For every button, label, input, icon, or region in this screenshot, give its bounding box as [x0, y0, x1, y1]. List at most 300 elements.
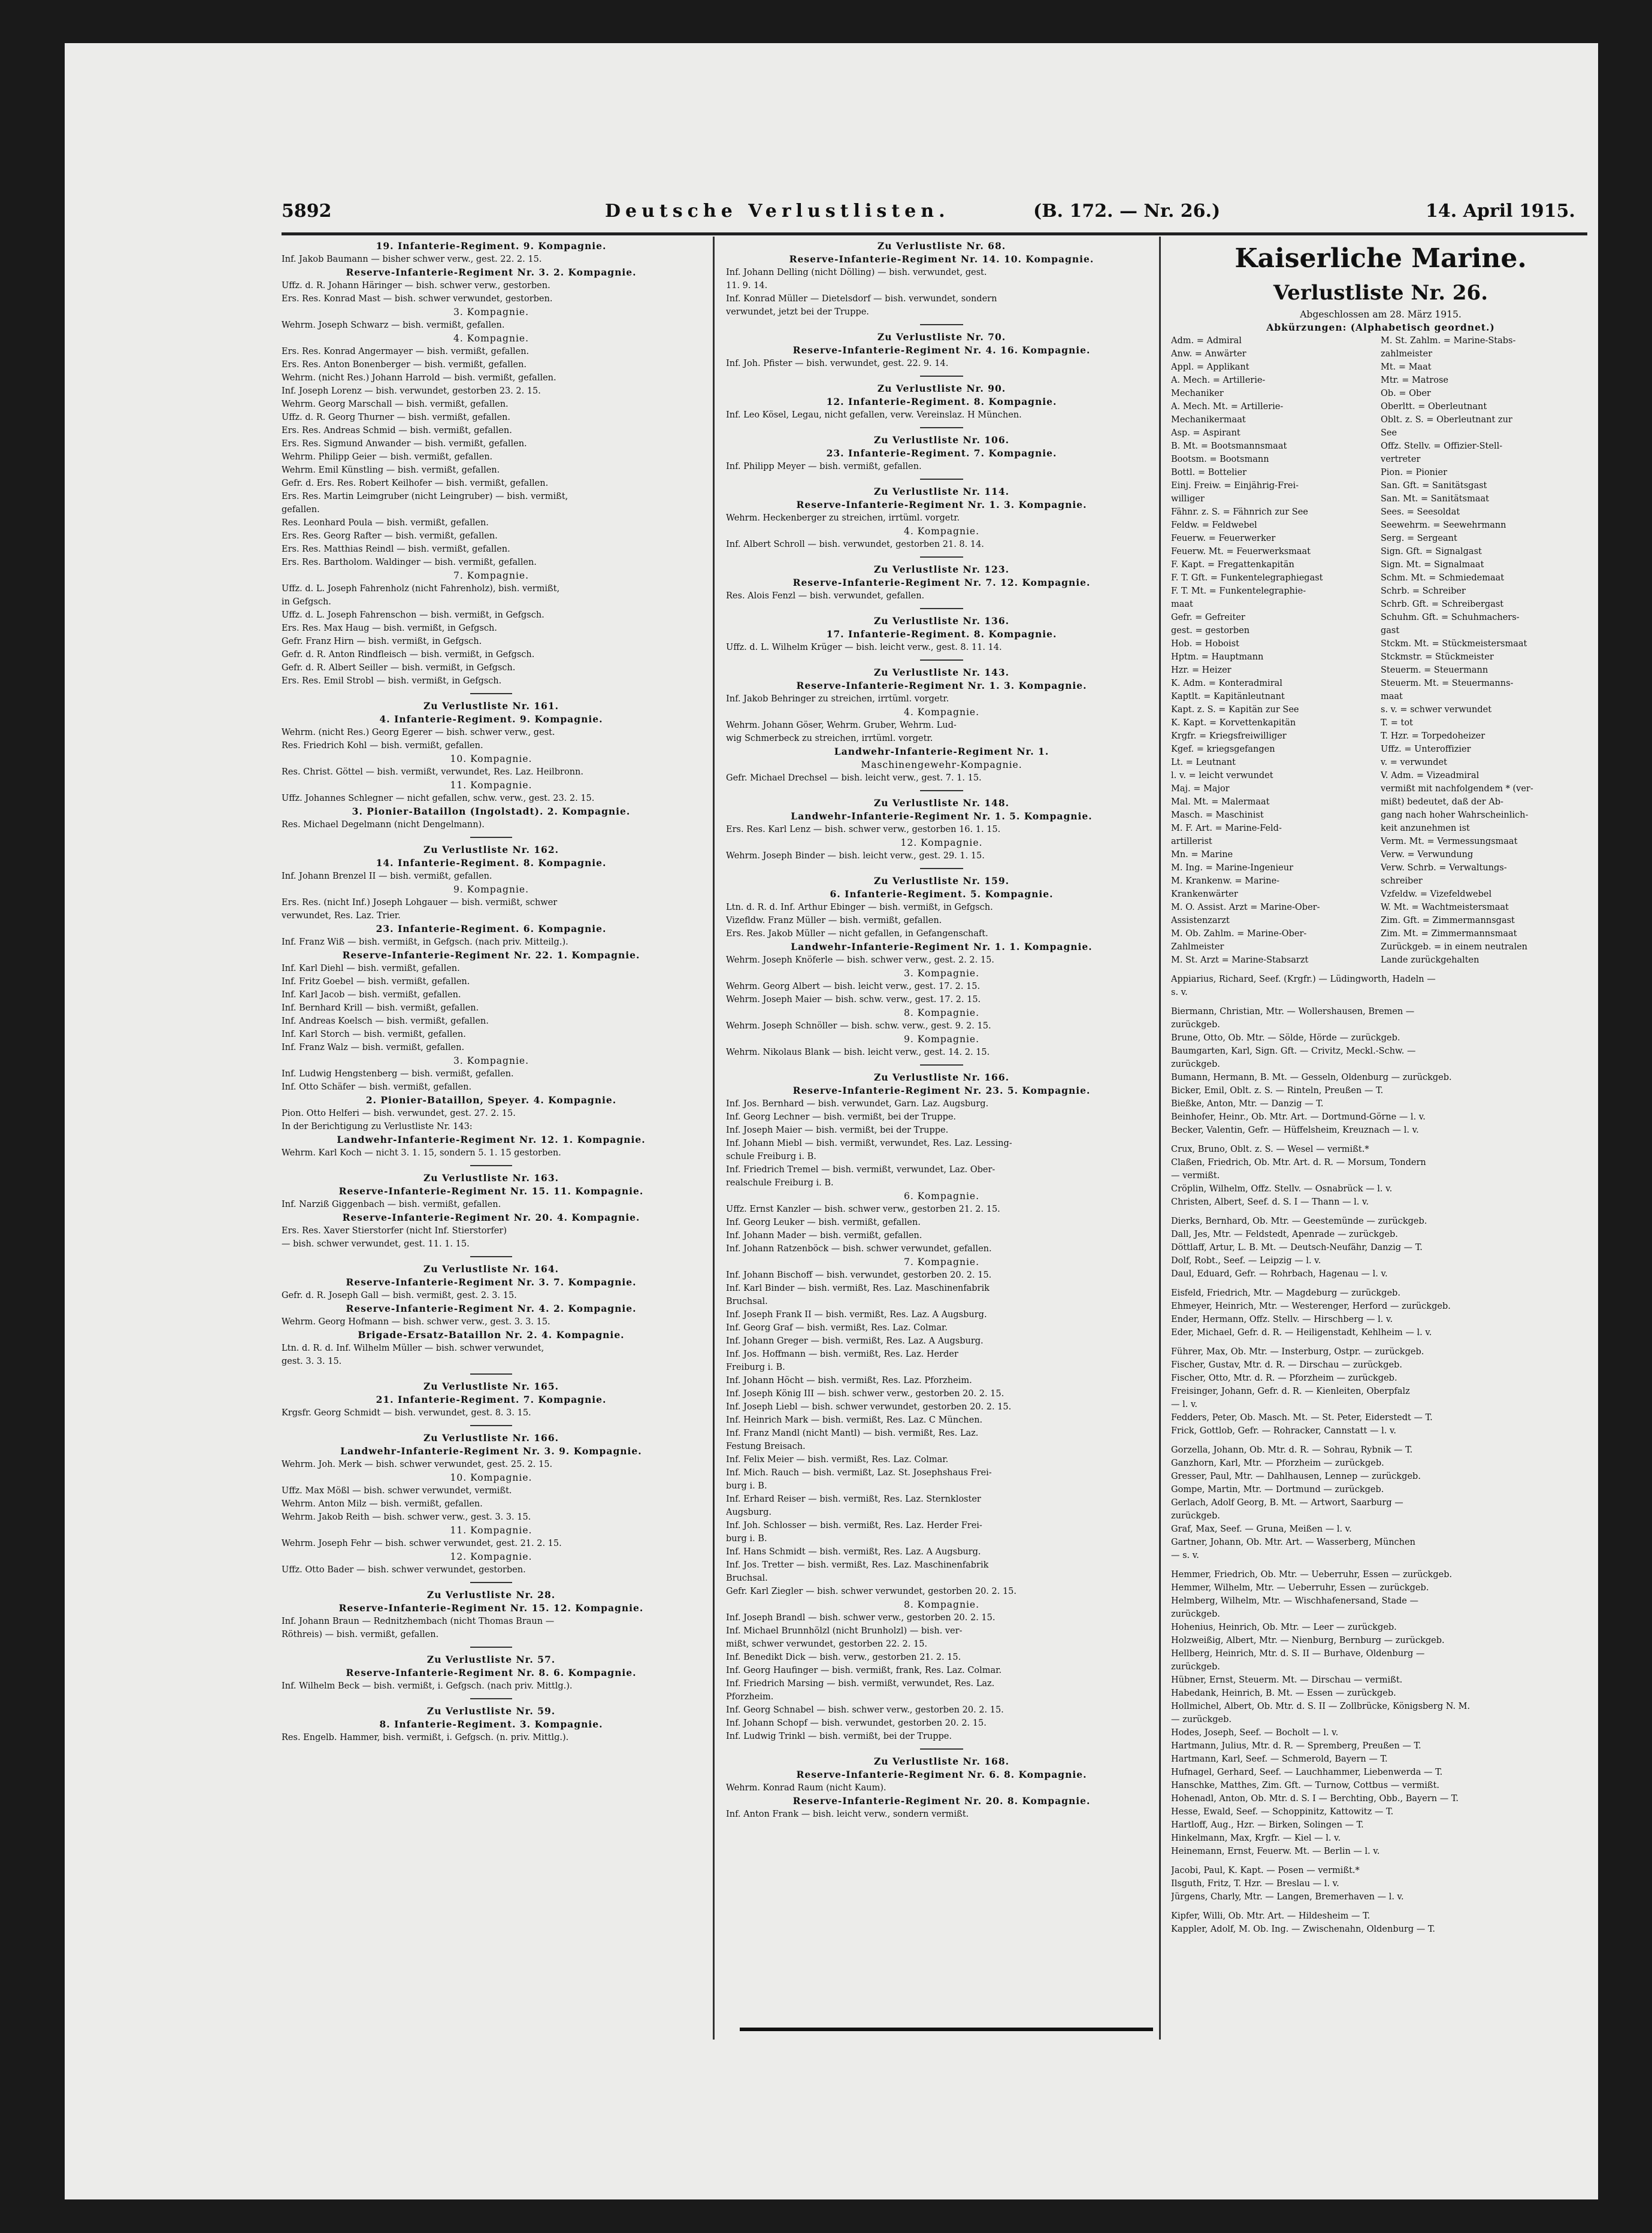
- casualty-entry: Inf. Johann Brenzel II — bish. vermißt, gefallen.: [282, 872, 492, 881]
- abbreviation-item: Mt. = Maat: [1381, 362, 1432, 372]
- unit-heading: Landwehr-Infanterie-Regiment Nr. 3. 9. Kompagnie.: [340, 1445, 642, 1457]
- casualty-entry: Inf. Karl Diehl — bish. vermißt, gefallen.: [282, 964, 460, 973]
- company-heading: 9. Kompagnie.: [453, 884, 530, 895]
- casualty-entry: Inf. Karl Storch — bish. vermißt, gefallen.: [282, 1030, 466, 1039]
- casualty-entry: 11. 9. 14.: [726, 281, 768, 291]
- casualty-entry: Inf. Felix Meier — bish. vermißt, Res. Laz. Colmar.: [726, 1455, 949, 1465]
- casualty-entry: Hübner, Ernst, Steuerm. Mt. — Dirschau — vermißt.: [1171, 1675, 1403, 1685]
- section-separator: [726, 551, 1157, 563]
- casualty-entry: Gefr. d. R. Anton Rindfleisch — bish. vermißt, in Gefgsch.: [282, 650, 535, 659]
- casualty-entry: Fedders, Peter, Ob. Masch. Mt. — St. Peter, Eiderstedt — T.: [1171, 1413, 1433, 1423]
- casualty-entry: burg i. B.: [726, 1481, 767, 1491]
- unit-heading: Reserve-Infanterie-Regiment Nr. 1. 3. Kompagnie.: [796, 680, 1087, 691]
- casualty-entry: Inf. Narziß Giggenbach — bish. vermißt, gefallen.: [282, 1200, 501, 1209]
- casualty-entry: Brune, Otto, Ob. Mtr. — Sölde, Hörde — zurückgeb.: [1171, 1033, 1400, 1043]
- casualty-entry: Ers. Res. Sigmund Anwander — bish. vermißt, gefallen.: [282, 439, 527, 449]
- abbreviation-item: Lt. = Leutnant: [1171, 758, 1236, 767]
- casualty-entry: Inf. Georg Haufinger — bish. vermißt, frank, Res. Laz. Colmar.: [726, 1666, 1002, 1675]
- unit-heading: Reserve-Infanterie-Regiment Nr. 4. 16. Kompagnie.: [792, 344, 1091, 356]
- casualty-entry: Inf. Johann Ratzenböck — bish. schwer verwundet, gefallen.: [726, 1244, 992, 1254]
- unit-heading: Zu Verlustliste Nr. 70.: [877, 331, 1006, 343]
- casualty-entry: Res. Alois Fenzl — bish. verwundet, gefallen.: [726, 591, 925, 601]
- casualty-entry: Hemmer, Wilhelm, Mtr. — Ueberruhr, Essen — zurückgeb.: [1171, 1583, 1429, 1593]
- unit-heading: Zu Verlustliste Nr. 28.: [426, 1589, 556, 1600]
- abbreviation-item: F. T. Gft. = Funkentelegraphiegast: [1171, 573, 1323, 583]
- abbreviation-item: T. = tot: [1381, 718, 1413, 728]
- casualty-entry: Inf. Johann Mader — bish. vermißt, gefallen.: [726, 1231, 922, 1240]
- casualty-entry: Inf. Joseph Lorenz — bish. verwundet, gestorben 23. 2. 15.: [282, 386, 541, 396]
- unit-heading: Zu Verlustliste Nr. 143.: [873, 667, 1010, 678]
- unit-heading: Zu Verlustliste Nr. 123.: [873, 564, 1010, 575]
- spacer: [1171, 1209, 1590, 1215]
- casualty-entry: Inf. Leo Kösel, Legau, nicht gefallen, verw. Vereinslaz. H München.: [726, 410, 1022, 420]
- abbreviation-item: Serg. = Sergeant: [1381, 534, 1457, 543]
- abbreviations-left: [1171, 334, 1381, 967]
- casualty-entry: Hartmann, Karl, Seef. — Schmerold, Bayern — T.: [1171, 1754, 1388, 1764]
- abbreviation-item: gang nach hoher Wahrscheinlich-: [1381, 810, 1529, 820]
- abbreviation-item: Uffz. = Unteroffizier: [1381, 745, 1471, 754]
- casualty-entry: Inf. Karl Binder — bish. vermißt, Res. Laz. Maschinenfabrik: [726, 1284, 990, 1293]
- company-heading: 4. Kompagnie.: [453, 333, 530, 344]
- casualty-entry: Eder, Michael, Gefr. d. R. — Heiligenstadt, Kehlheim — l. v.: [1171, 1328, 1432, 1338]
- casualty-entry: Gefr. Michael Drechsel — bish. leicht verw., gest. 7. 1. 15.: [726, 773, 982, 783]
- casualty-entry: Inf. Joseph König III — bish. schwer verw., gestorben 20. 2. 15.: [726, 1389, 1004, 1399]
- abbreviation-item: W. Mt. = Wachtmeistersmaat: [1381, 903, 1509, 912]
- bottom-rule: [740, 2028, 1153, 2031]
- casualty-entry: Inf. Philipp Meyer — bish. vermißt, gefallen.: [726, 462, 922, 471]
- casualty-entry: Gefr. Karl Ziegler — bish. schwer verwundet, gestorben 20. 2. 15.: [726, 1587, 1017, 1596]
- casualty-entry: Res. Friedrich Kohl — bish. vermißt, gefallen.: [282, 741, 483, 751]
- abbreviation-item: Kapt. z. S. = Kapitän zur See: [1171, 705, 1299, 715]
- casualty-entry: Gresser, Paul, Mtr. — Dahlhausen, Lennep — zurückgeb.: [1171, 1472, 1421, 1481]
- issue-label: (B. 172. — Nr. 26.): [1033, 201, 1221, 222]
- unit-heading: Zu Verlustliste Nr. 59.: [426, 1705, 556, 1717]
- abbreviations-list: [1171, 334, 1590, 967]
- abbreviation-item: williger: [1171, 494, 1205, 504]
- company-heading: 12. Kompagnie.: [450, 1551, 532, 1562]
- casualty-entry: Ers. Res. Max Haug — bish. vermißt, in Gefgsch.: [282, 624, 497, 633]
- casualty-entry: Inf. Johann Delling (nicht Dölling) — bish. verwundet, gest.: [726, 268, 987, 277]
- section-separator: [282, 1693, 701, 1705]
- unit-heading: 2. Pionier-Bataillon, Speyer. 4. Kompagnie.: [365, 1094, 617, 1106]
- casualty-entry: Cröplin, Wilhelm, Offz. Stellv. — Osnabrück — l. v.: [1171, 1184, 1393, 1194]
- casualty-entry: Crux, Bruno, Oblt. z. S. — Wesel — vermißt.*: [1171, 1145, 1369, 1154]
- unit-heading: Reserve-Infanterie-Regiment Nr. 7. 12. Kompagnie.: [792, 577, 1091, 588]
- casualty-entry: Uffz. d. R. Georg Thurner — bish. vermißt, gefallen.: [282, 413, 510, 422]
- abbreviation-item: Pion. = Pionier: [1381, 468, 1448, 477]
- abbreviation-item: Zahlmeister: [1171, 942, 1224, 952]
- casualty-entry: Jacobi, Paul, K. Kapt. — Posen — vermißt.*: [1171, 1866, 1360, 1875]
- casualty-entry: Inf. Jakob Baumann — bisher schwer verw., gest. 22. 2. 15.: [282, 255, 542, 264]
- casualty-entry: — zurückgeb.: [1171, 1715, 1232, 1724]
- company-heading: 3. Kompagnie.: [903, 968, 980, 979]
- casualty-entry: Wehrm. (nicht Res.) Johann Harrold — bish. vermißt, gefallen.: [282, 373, 556, 383]
- casualty-entry: Becker, Valentin, Gefr. — Hüffelsheim, Kreuznach — l. v.: [1171, 1125, 1419, 1135]
- casualty-entry: Inf. Franz Wiß — bish. vermißt, in Gefgsch. (nach priv. Mitteilg.).: [282, 937, 568, 947]
- abbreviation-item: T. Hzr. = Torpedoheizer: [1381, 731, 1485, 741]
- casualty-entry: Inf. Johann Braun — Rednitzhembach (nicht Thomas Braun —: [282, 1617, 555, 1626]
- casualty-entry: Ers. Res. Andreas Schmid — bish. vermißt, gefallen.: [282, 426, 512, 435]
- abbreviation-item: keit anzunehmen ist: [1381, 824, 1470, 833]
- casualty-entry: Gorzella, Johann, Ob. Mtr. d. R. — Sohrau, Rybnik — T.: [1171, 1445, 1413, 1455]
- abbreviation-item: Zim. Gft. = Zimmermannsgast: [1381, 916, 1515, 925]
- unit-heading: Landwehr-Infanterie-Regiment Nr. 1. 1. Kompagnie.: [791, 941, 1093, 952]
- section-separator: [726, 319, 1157, 331]
- unit-heading: Zu Verlustliste Nr. 159.: [873, 875, 1010, 886]
- company-heading: 3. Kompagnie.: [453, 307, 530, 317]
- unit-heading: 21. Infanterie-Regiment. 7. Kompagnie.: [376, 1394, 607, 1405]
- abbreviation-item: Ob. = Ober: [1381, 389, 1431, 398]
- abbreviation-item: Offz. Stellv. = Offizier-Stell-: [1381, 441, 1503, 451]
- casualty-entry: Hartmann, Julius, Mtr. d. R. — Spremberg, Preußen — T.: [1171, 1741, 1421, 1751]
- casualty-entry: Inf. Benedikt Dick — bish. verw., gestorben 21. 2. 15.: [726, 1653, 961, 1662]
- abbreviation-item: M. F. Art. = Marine-Feld-: [1171, 824, 1282, 833]
- casualty-entry: Inf. Friedrich Tremel — bish. vermißt, verwundet, Laz. Ober-: [726, 1165, 996, 1175]
- abbreviation-item: Mtr. = Matrose: [1381, 376, 1448, 385]
- casualty-entry: — l. v.: [1171, 1400, 1198, 1409]
- section-separator: [726, 1059, 1157, 1071]
- casualty-entry: burg i. B.: [726, 1534, 767, 1544]
- casualty-entry: Uffz. Max Mößl — bish. schwer verwundet, vermißt.: [282, 1486, 512, 1496]
- casualty-entry: Inf. Franz Mandl (nicht Mantl) — bish. vermißt, Res. Laz.: [726, 1429, 979, 1438]
- abbreviation-item: San. Mt. = Sanitätsmaat: [1381, 494, 1489, 504]
- casualty-entry: Holzweißig, Albert, Mtr. — Nienburg, Bernburg — zurückgeb.: [1171, 1636, 1445, 1645]
- section-separator: [282, 1641, 701, 1653]
- section-separator: [726, 422, 1157, 434]
- casualty-entry: Wehrm. Georg Hofmann — bish. schwer verw., gest. 3. 3. 15.: [282, 1317, 550, 1327]
- section-separator: [282, 1577, 701, 1588]
- abbreviation-item: vertreter: [1381, 455, 1421, 464]
- casualty-entry: Inf. Mich. Rauch — bish. vermißt, Laz. St. Josephshaus Frei-: [726, 1468, 992, 1478]
- casualty-entry: Gefr. Franz Hirn — bish. vermißt, in Gefgsch.: [282, 637, 482, 646]
- casualty-entry: Wehrm. Philipp Geier — bish. vermißt, gefallen.: [282, 452, 493, 462]
- section-separator: [726, 863, 1157, 875]
- abbreviation-item: San. Gft. = Sanitätsgast: [1381, 481, 1487, 491]
- company-heading: 12. Kompagnie.: [900, 837, 983, 848]
- navy-closed-date: Abgeschlossen am 28. März 1915.: [1300, 309, 1462, 320]
- abbreviation-item: Sees. = Seesoldat: [1381, 507, 1460, 517]
- casualty-entry: Res. Leonhard Poula — bish. vermißt, gefallen.: [282, 518, 489, 528]
- abbreviation-item: K. Adm. = Konteradmiral: [1171, 679, 1282, 688]
- unit-heading: 3. Pionier-Bataillon (Ingolstadt). 2. Kompagnie.: [352, 806, 631, 817]
- casualty-entry: Inf. Ludwig Hengstenberg — bish. vermißt, gefallen.: [282, 1069, 514, 1079]
- unit-heading: 4. Infanterie-Regiment. 9. Kompagnie.: [379, 713, 603, 725]
- abbreviation-item: Hptm. = Hauptmann: [1171, 652, 1264, 662]
- casualty-entry: Wehrm. Anton Milz — bish. vermißt, gefallen.: [282, 1499, 483, 1509]
- abbreviation-item: V. Adm. = Vizeadmiral: [1381, 771, 1479, 780]
- casualty-entry: Ers. Res. Bartholom. Waldinger — bish. vermißt, gefallen.: [282, 558, 537, 567]
- spacer: [1171, 1904, 1590, 1910]
- abbreviation-item: Verw. Schrb. = Verwaltungs-: [1381, 863, 1507, 873]
- abbreviation-item: Stckmstr. = Stückmeister: [1381, 652, 1494, 662]
- casualty-entry: Dolf, Robt., Seef. — Leipzig — l. v.: [1171, 1256, 1321, 1266]
- unit-heading: Zu Verlustliste Nr. 90.: [877, 383, 1006, 394]
- unit-heading: Reserve-Infanterie-Regiment Nr. 3. 2. Kompagnie.: [346, 267, 637, 278]
- abbreviation-item: l. v. = leicht verwundet: [1171, 771, 1273, 780]
- casualty-entry: Ers. Res. Karl Lenz — bish. schwer verw., gestorben 16. 1. 15.: [726, 825, 1001, 834]
- casualty-entry: Hesse, Ewald, Seef. — Schoppinitz, Kattowitz — T.: [1171, 1807, 1394, 1817]
- casualty-entry: Inf. Georg Lechner — bish. vermißt, bei der Truppe.: [726, 1112, 957, 1122]
- abbreviation-item: M. Krankenw. = Marine-: [1171, 876, 1280, 886]
- unit-heading: Zu Verlustliste Nr. 106.: [873, 434, 1010, 446]
- section-separator: [726, 370, 1157, 382]
- company-heading: 11. Kompagnie.: [450, 780, 532, 791]
- casualty-entry: Res. Engelb. Hammer, bish. vermißt, i. Gefgsch. (n. priv. Mittlg.).: [282, 1733, 569, 1742]
- casualty-entry: Inf. Bernhard Krill — bish. vermißt, gefallen.: [282, 1003, 479, 1013]
- casualty-entry: Heinemann, Ernst, Feuerw. Mt. — Berlin — l. v.: [1171, 1847, 1380, 1856]
- casualty-entry: Habedank, Heinrich, B. Mt. — Essen — zurückgeb.: [1171, 1689, 1396, 1698]
- casualty-entry: Wehrm. Georg Albert — bish. leicht verw., gest. 17. 2. 15.: [726, 982, 981, 991]
- section-separator: [726, 654, 1157, 666]
- company-heading: 10. Kompagnie.: [450, 1472, 532, 1483]
- casualty-entry: Inf. Friedrich Marsing — bish. vermißt, verwundet, Res. Laz.: [726, 1679, 995, 1689]
- abbreviation-item: mißt) bedeutet, daß der Ab-: [1381, 797, 1503, 807]
- abbreviation-item: schreiber: [1381, 876, 1423, 886]
- casualty-entry: Uffz. Ernst Kanzler — bish. schwer verw., gestorben 21. 2. 15.: [726, 1205, 1000, 1214]
- casualty-entry: Inf. Joh. Schlosser — bish. vermißt, Res. Laz. Herder Frei-: [726, 1521, 982, 1530]
- casualty-entry: Ers. Res. Konrad Mast — bish. schwer verwundet, gestorben.: [282, 294, 553, 304]
- casualty-entry: Inf. Johann Miebl — bish. vermißt, verwundet, Res. Laz. Lessing-: [726, 1139, 1012, 1148]
- abbreviation-item: artillerist: [1171, 837, 1212, 846]
- casualty-entry: Wehrm. Nikolaus Blank — bish. leicht verw., gest. 14. 2. 15.: [726, 1048, 990, 1057]
- casualty-entry: Wehrm. Joseph Knöferle — bish. schwer verw., gest. 2. 2. 15.: [726, 955, 994, 965]
- casualty-entry: Uffz. d. L. Joseph Fahrenschon — bish. vermißt, in Gefgsch.: [282, 610, 544, 620]
- casualty-entry: Uffz. d. L. Wilhelm Krüger — bish. leicht verw., gest. 8. 11. 14.: [726, 643, 1002, 652]
- casualty-entry: Inf. Joseph Liebl — bish. schwer verwundet, gestorben 20. 2. 15.: [726, 1402, 1012, 1412]
- casualty-entry: Inf. Jakob Behringer zu streichen, irrtüml. vorgetr.: [726, 694, 949, 704]
- casualty-entry: Inf. Ludwig Trinkl — bish. vermißt, bei der Truppe.: [726, 1732, 952, 1741]
- unit-heading: Reserve-Infanterie-Regiment Nr. 20. 8. Kompagnie.: [792, 1795, 1091, 1807]
- casualty-entry: Gefr. d. R. Albert Seiller — bish. vermißt, in Gefgsch.: [282, 663, 516, 673]
- casualty-entry: Inf. Andreas Koelsch — bish. vermißt, gefallen.: [282, 1016, 489, 1026]
- casualty-entry: realschule Freiburg i. B.: [726, 1178, 834, 1188]
- column-1: [282, 240, 701, 1744]
- casualty-entry: Bumann, Hermann, B. Mt. — Gesseln, Oldenburg — zurückgeb.: [1171, 1073, 1452, 1082]
- casualty-entry: Hemmer, Friedrich, Ob. Mtr. — Ueberruhr, Essen — zurückgeb.: [1171, 1570, 1453, 1580]
- unit-heading: Zu Verlustliste Nr. 164.: [423, 1263, 559, 1275]
- abbreviation-item: maat: [1381, 692, 1403, 701]
- casualty-entry: Ers. Res. Martin Leimgruber (nicht Leingruber) — bish. vermißt,: [282, 492, 568, 501]
- abbreviation-item: Anw. = Anwärter: [1171, 349, 1246, 359]
- abbreviation-item: Sign. Gft. = Signalgast: [1381, 547, 1482, 556]
- abbreviation-item: Schm. Mt. = Schmiedemaat: [1381, 573, 1505, 583]
- navy-subtitle: Verlustliste Nr. 26.: [1273, 281, 1488, 305]
- abbreviation-item: Schuhm. Gft. = Schuhmachers-: [1381, 613, 1520, 622]
- unit-heading: 23. Infanterie-Regiment. 6. Kompagnie.: [376, 923, 607, 934]
- casualty-entry: — s. v.: [1171, 1551, 1199, 1560]
- casualty-entry: Wehrm. Jakob Reith — bish. schwer verw., gest. 3. 3. 15.: [282, 1512, 531, 1522]
- casualty-entry: Ehmeyer, Heinrich, Mtr. — Westerenger, Herford — zurückgeb.: [1171, 1302, 1451, 1311]
- unit-heading: Landwehr-Infanterie-Regiment Nr. 12. 1. Kompagnie.: [337, 1134, 646, 1145]
- casualty-entry: schule Freiburg i. B.: [726, 1152, 816, 1161]
- casualty-entry: Hohenadl, Anton, Ob. Mtr. d. S. I — Berchting, Obb., Bayern — T.: [1171, 1794, 1459, 1804]
- casualty-entry: Christen, Albert, Seef. d. S. I — Thann — l. v.: [1171, 1197, 1369, 1207]
- casualty-entry: Ltn. d. R. d. Inf. Wilhelm Müller — bish. schwer verwundet,: [282, 1344, 544, 1353]
- casualty-entry: Ers. Res. Xaver Stierstorfer (nicht Inf. Stierstorfer): [282, 1226, 507, 1236]
- unit-heading: 6. Infanterie-Regiment. 5. Kompagnie.: [830, 888, 1054, 900]
- casualty-entry: Res. Michael Degelmann (nicht Dengelmann).: [282, 820, 485, 830]
- abbreviation-item: Schrb. = Schreiber: [1381, 586, 1466, 596]
- casualty-entry: Frick, Gottlob, Gefr. — Rohracker, Cannstatt — l. v.: [1171, 1426, 1397, 1436]
- section-separator: [282, 831, 701, 843]
- casualty-entry: Gartner, Johann, Ob. Mtr. Art. — Wasserberg, München: [1171, 1538, 1415, 1547]
- navy-title: Kaiserliche Marine.: [1235, 243, 1527, 274]
- casualty-entry: Inf. Joh. Pfister — bish. verwundet, gest. 22. 9. 14.: [726, 359, 949, 368]
- casualty-entry: Inf. Georg Schnabel — bish. schwer verw., gestorben 20. 2. 15.: [726, 1705, 1004, 1715]
- abbreviation-item: Krgfr. = Kriegsfreiwilliger: [1171, 731, 1287, 741]
- abbreviation-item: Zurückgeb. = in einem neutralen: [1381, 942, 1528, 952]
- casualty-entry: Inf. Johann Höcht — bish. vermißt, Res. Laz. Pforzheim.: [726, 1376, 972, 1385]
- abbreviation-item: B. Mt. = Bootsmannsmaat: [1171, 441, 1287, 451]
- unit-heading: Reserve-Infanterie-Regiment Nr. 1. 3. Kompagnie.: [796, 499, 1087, 510]
- casualty-entry: Inf. Karl Jacob — bish. vermißt, gefallen.: [282, 990, 461, 1000]
- header-rule: [282, 232, 1587, 235]
- casualty-entry: Inf. Joseph Brandl — bish. schwer verw., gestorben 20. 2. 15.: [726, 1613, 996, 1623]
- abbreviation-item: gast: [1381, 626, 1400, 636]
- abbreviation-item: Mn. = Marine: [1171, 850, 1233, 860]
- casualty-entry: Kipfer, Willi, Ob. Mtr. Art. — Hildesheim — T.: [1171, 1911, 1370, 1921]
- unit-heading: 8. Infanterie-Regiment. 3. Kompagnie.: [379, 1718, 603, 1730]
- casualty-entry: Gefr. d. Ers. Res. Robert Keilhofer — bish. vermißt, gefallen.: [282, 479, 549, 488]
- casualty-entry: Ers. Res. Georg Rafter — bish. vermißt, gefallen.: [282, 531, 498, 541]
- abbreviation-item: Sign. Mt. = Signalmaat: [1381, 560, 1484, 570]
- abbreviation-item: Bottl. = Bottelier: [1171, 468, 1247, 477]
- casualty-entry: Festung Breisach.: [726, 1442, 806, 1451]
- section-separator: [282, 1420, 701, 1432]
- casualty-entry: Führer, Max, Ob. Mtr. — Insterburg, Ostpr. — zurückgeb.: [1171, 1347, 1424, 1357]
- casualty-entry: Ilsguth, Fritz, T. Hzr. — Breslau — l. v.: [1171, 1879, 1339, 1889]
- casualty-entry: Inf. Albert Schroll — bish. verwundet, gestorben 21. 8. 14.: [726, 540, 984, 549]
- casualty-entry: Wehrm. Joh. Merk — bish. schwer verwundet, gest. 25. 2. 15.: [282, 1460, 553, 1469]
- abbreviation-item: vermißt mit nachfolgendem * (ver-: [1381, 784, 1533, 794]
- company-heading: 6. Kompagnie.: [903, 1191, 980, 1202]
- unit-heading: 17. Infanterie-Regiment. 8. Kompagnie.: [826, 628, 1057, 640]
- abbreviation-item: K. Kapt. = Korvettenkapitän: [1171, 718, 1296, 728]
- casualty-entry: Fischer, Gustav, Mtr. d. R. — Dirschau — zurückgeb.: [1171, 1360, 1402, 1370]
- unit-heading: Landwehr-Infanterie-Regiment Nr. 1.: [834, 746, 1049, 757]
- casualty-entry: Inf. Hans Schmidt — bish. vermißt, Res. Laz. A Augsburg.: [726, 1547, 981, 1557]
- casualty-entry: Wehrm. Heckenberger zu streichen, irrtüml. vorgetr.: [726, 513, 960, 523]
- abbreviation-item: Steuerm. Mt. = Steuermanns-: [1381, 679, 1514, 688]
- casualty-entry: Ganzhorn, Karl, Mtr. — Pforzheim — zurückgeb.: [1171, 1459, 1384, 1468]
- abbreviation-item: Mechanikermaat: [1171, 415, 1246, 425]
- casualty-entry: Ers. Res. Emil Strobl — bish. vermißt, in Gefgsch.: [282, 676, 502, 686]
- casualty-entry: Vizefldw. Franz Müller — bish. vermißt, gefallen.: [726, 916, 942, 925]
- abbreviation-item: Gefr. = Gefreiter: [1171, 613, 1245, 622]
- column-2: [726, 240, 1157, 1821]
- casualty-entry: Uffz. d. L. Joseph Fahrenholz (nicht Fahrenholz), bish. vermißt,: [282, 584, 560, 594]
- company-heading: 8. Kompagnie.: [903, 1007, 980, 1018]
- casualty-entry: Inf. Michael Brunnhölzl (nicht Brunholzl) — bish. ver-: [726, 1626, 963, 1636]
- abbreviation-item: Masch. = Maschinist: [1171, 810, 1264, 820]
- casualty-entry: Ltn. d. R. d. Inf. Arthur Ebinger — bish. vermißt, in Gefgsch.: [726, 903, 993, 912]
- casualty-entry: Graf, Max, Seef. — Gruna, Meißen — l. v.: [1171, 1524, 1352, 1534]
- abbreviation-item: Maj. = Major: [1171, 784, 1230, 794]
- section-separator: [282, 688, 701, 700]
- casualty-entry: Wehrm. Emil Künstling — bish. vermißt, gefallen.: [282, 465, 500, 475]
- abbreviation-item: Zim. Mt. = Zimmermannsmaat: [1381, 929, 1517, 939]
- unit-heading: Zu Verlustliste Nr. 136.: [873, 615, 1010, 627]
- casualty-entry: Hinkelmann, Max, Krgfr. — Kiel — l. v.: [1171, 1833, 1341, 1843]
- casualty-entry: gest. 3. 3. 15.: [282, 1357, 342, 1366]
- company-heading: 7. Kompagnie.: [453, 570, 530, 581]
- unit-heading: 19. Infanterie-Regiment. 9. Kompagnie.: [376, 240, 607, 252]
- casualty-entry: Inf. Heinrich Mark — bish. vermißt, Res. Laz. C München.: [726, 1415, 983, 1425]
- casualty-entry: Dall, Jes, Mtr. — Feldstedt, Apenrade — zurückgeb.: [1171, 1230, 1398, 1239]
- unit-heading: Reserve-Infanterie-Regiment Nr. 14. 10. Kompagnie.: [789, 253, 1094, 265]
- casualty-entry: Bießke, Anton, Mtr. — Danzig — T.: [1171, 1099, 1324, 1109]
- abbreviation-item: Mal. Mt. = Malermaat: [1171, 797, 1270, 807]
- column-divider-1: [713, 237, 715, 2040]
- casualty-entry: Beinhofer, Heinr., Ob. Mtr. Art. — Dortmund-Görne — l. v.: [1171, 1112, 1426, 1122]
- abbreviation-item: A. Mech. Mt. = Artillerie-: [1171, 402, 1284, 411]
- casualty-entry: Wehrm. Joseph Schwarz — bish. vermißt, gefallen.: [282, 320, 505, 330]
- casualty-entry: Helmberg, Wilhelm, Mtr. — Wischhafenersand, Stade —: [1171, 1596, 1418, 1606]
- casualty-entry: Hollmichel, Albert, Ob. Mtr. d. S. II — Zollbrücke, Königsberg N. M.: [1171, 1702, 1471, 1711]
- company-heading: 4. Kompagnie.: [903, 707, 980, 718]
- unit-heading: Zu Verlustliste Nr. 148.: [873, 797, 1010, 809]
- abbreviation-item: M. St. Zahlm. = Marine-Stabs-: [1381, 336, 1516, 346]
- casualty-entry: Wehrm. Joseph Binder — bish. leicht verw., gest. 29. 1. 15.: [726, 851, 985, 861]
- casualty-entry: verwundet, jetzt bei der Truppe.: [726, 307, 869, 317]
- unit-heading: Zu Verlustliste Nr. 68.: [877, 240, 1006, 252]
- abbreviation-item: Assistenzarzt: [1171, 916, 1230, 925]
- casualty-entry: Hohenius, Heinrich, Ob. Mtr. — Leer — zurückgeb.: [1171, 1623, 1397, 1632]
- casualty-entry: zurückgeb.: [1171, 1020, 1220, 1030]
- casualty-entry: Bruchsal.: [726, 1574, 768, 1583]
- unit-heading: 14. Infanterie-Regiment. 8. Kompagnie.: [376, 857, 607, 869]
- issue-date: 14. April 1915.: [1426, 201, 1575, 222]
- casualty-entry: Inf. Jos. Hoffmann — bish. vermißt, Res. Laz. Herder: [726, 1350, 958, 1359]
- casualty-entry: zurückgeb.: [1171, 1511, 1220, 1521]
- section-separator: [726, 1743, 1157, 1755]
- abbreviation-item: Feuerw. = Feuerwerker: [1171, 534, 1276, 543]
- spacer: [1171, 1137, 1590, 1143]
- casualty-entry: Ers. Res. Jakob Müller — nicht gefallen, in Gefangenschaft.: [726, 929, 988, 939]
- casualty-entry: Inf. Joseph Frank II — bish. vermißt, Res. Laz. A Augsburg.: [726, 1310, 987, 1320]
- section-separator: [726, 603, 1157, 615]
- publication-title: Deutsche Verlustlisten.: [605, 201, 950, 222]
- casualty-entry: Inf. Otto Schäfer — bish. vermißt, gefallen.: [282, 1082, 472, 1092]
- casualty-entry: Augsburg.: [726, 1508, 771, 1517]
- abbreviation-item: Lande zurückgehalten: [1381, 955, 1479, 965]
- spacer: [1171, 1438, 1590, 1444]
- casualty-entry: Inf. Konrad Müller — Dietelsdorf — bish. verwundet, sondern: [726, 294, 997, 304]
- abbreviation-item: Feuerw. Mt. = Feuerwerksmaat: [1171, 547, 1311, 556]
- unit-heading: 12. Infanterie-Regiment. 8. Kompagnie.: [826, 396, 1057, 407]
- abbreviation-item: Kgef. = kriegsgefangen: [1171, 745, 1275, 754]
- casualty-entry: Res. Christ. Göttel — bish. vermißt, verwundet, Res. Laz. Heilbronn.: [282, 767, 584, 777]
- section-separator: [282, 1251, 701, 1263]
- spacer: [1171, 999, 1590, 1005]
- casualty-entry: Jürgens, Charly, Mtr. — Langen, Bremerhaven — l. v.: [1171, 1892, 1404, 1902]
- unit-heading: Zu Verlustliste Nr. 161.: [423, 700, 559, 712]
- unit-heading: Reserve-Infanterie-Regiment Nr. 6. 8. Kompagnie.: [796, 1769, 1087, 1780]
- abbreviation-item: Hzr. = Heizer: [1171, 665, 1232, 675]
- casualty-entry: mißt, schwer verwundet, gestorben 22. 2. 15.: [726, 1639, 928, 1649]
- abbreviation-item: Einj. Freiw. = Einjährig-Frei-: [1171, 481, 1299, 491]
- casualty-entry: Inf. Franz Walz — bish. vermißt, gefallen.: [282, 1043, 465, 1052]
- casualty-entry: Appiarius, Richard, Seef. (Krgfr.) — Lüdingworth, Hadeln —: [1171, 975, 1436, 984]
- abbreviation-item: See: [1381, 428, 1397, 438]
- casualty-entry: Pforzheim.: [726, 1692, 774, 1702]
- casualty-entry: Wehrm. Johann Göser, Wehrm. Gruber, Wehrm. Lud-: [726, 721, 957, 730]
- casualty-entry: Bruchsal.: [726, 1297, 768, 1306]
- casualty-entry: Gerlach, Adolf Georg, B. Mt. — Artwort, Saarburg —: [1171, 1498, 1403, 1508]
- casualty-entry: Hartloff, Aug., Hzr. — Birken, Solingen — T.: [1171, 1820, 1364, 1830]
- company-heading: 10. Kompagnie.: [450, 754, 532, 764]
- spacer: [1171, 1858, 1590, 1864]
